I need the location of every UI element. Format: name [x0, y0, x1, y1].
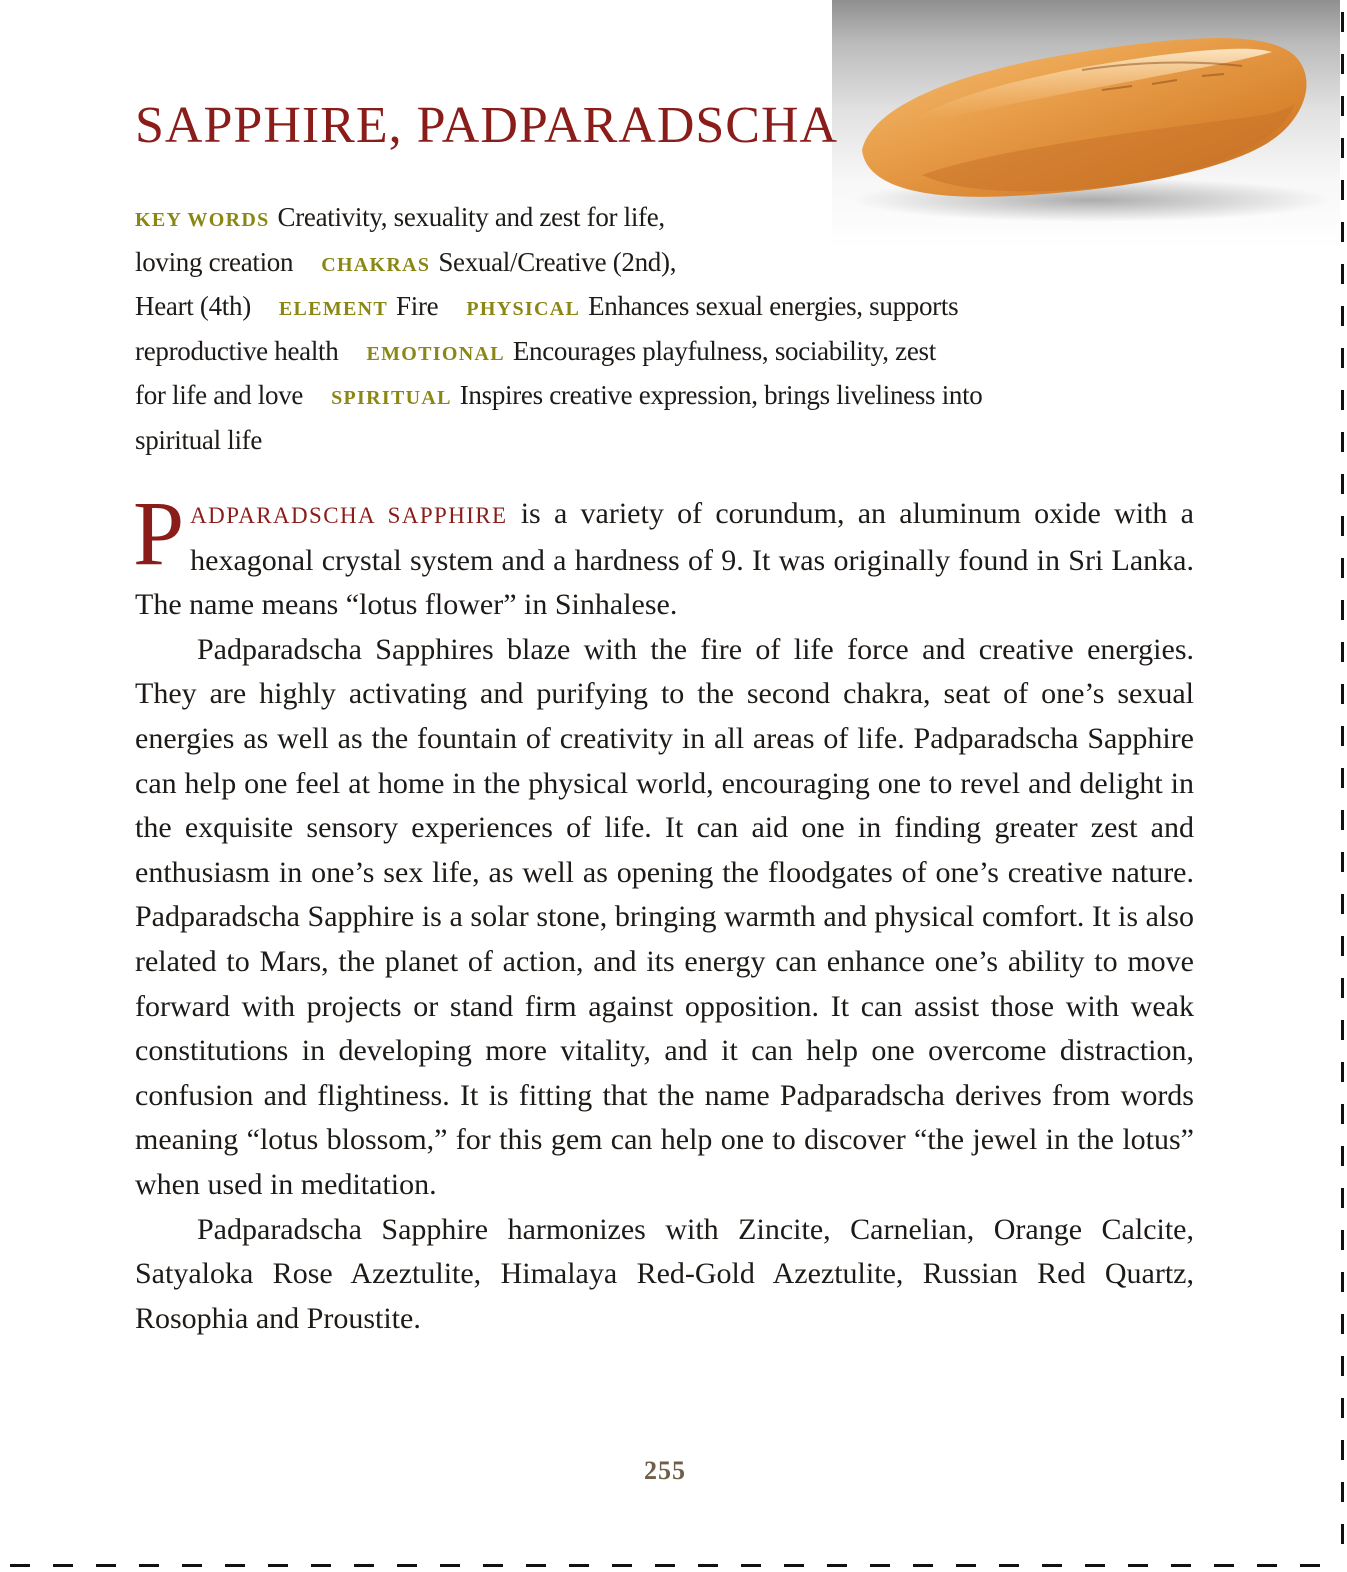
edge-tick — [1341, 1230, 1344, 1250]
edge-tick — [827, 1564, 847, 1567]
properties-line — [135, 286, 1165, 331]
edge-tick — [1341, 1356, 1344, 1376]
edge-tick — [999, 1564, 1019, 1567]
edge-tick — [612, 1564, 632, 1567]
edge-tick — [1341, 180, 1344, 200]
edge-tick — [139, 1564, 159, 1567]
paragraph-harmonizes: Padparadscha Sapphire harmonizes with Zincite, Carnelian, Orange Calcite, Satyaloka Rose Azeztulite, Himalaya Red-Gold Azeztulite, Russian Red Quartz, Rosophia and Proustite. — [135, 1212, 1194, 1335]
edge-tick — [1341, 1314, 1344, 1334]
properties-line — [135, 420, 1165, 462]
edge-tick — [569, 1564, 589, 1567]
edge-tick — [1341, 1524, 1344, 1544]
key-words-value: Creativity, sexuality and zest for life, — [277, 202, 665, 232]
edge-tick — [913, 1564, 933, 1567]
paragraph-intro — [133, 482, 1194, 628]
element-label: ELEMENT — [278, 298, 389, 320]
edge-tick — [268, 1564, 288, 1567]
edge-tick — [96, 1564, 116, 1567]
physical-label: PHYSICAL — [466, 298, 581, 320]
edge-tick — [870, 1564, 890, 1567]
edge-tick — [1341, 516, 1344, 536]
properties-line — [135, 375, 1165, 420]
edge-tick — [10, 1564, 30, 1567]
page-number: 255 — [644, 1456, 686, 1485]
edge-tick — [1341, 306, 1344, 326]
physical-value: reproductive health — [135, 335, 339, 366]
emotional-label: EMOTIONAL — [366, 342, 505, 365]
edge-tick — [1085, 1564, 1105, 1567]
drop-cap: P — [133, 482, 185, 584]
chakras-label: CHAKRAS — [321, 253, 431, 276]
edge-tick — [1341, 1062, 1344, 1082]
edge-tick — [1128, 1564, 1148, 1567]
key-words-label: KEY WORDS — [135, 209, 270, 231]
physical-value: Enhances sexual energies, supports — [588, 291, 959, 321]
spiritual-value: Inspires creative expression, brings liveliness into — [459, 380, 983, 410]
key-words-value: loving creation — [135, 246, 294, 277]
edge-tick — [956, 1564, 976, 1567]
edge-tick — [741, 1564, 761, 1567]
edge-tick — [655, 1564, 675, 1567]
page-title: SAPPHIRE, PADPARADSCHA — [135, 97, 839, 154]
edge-tick — [1341, 726, 1344, 746]
edge-tick — [1341, 1398, 1344, 1418]
properties-line — [135, 197, 1165, 242]
right-edge-marks — [1333, 0, 1347, 1572]
lead-in: ADPARADSCHA SAPPHIRE — [190, 503, 508, 528]
edge-tick — [1341, 936, 1344, 956]
edge-tick — [1341, 264, 1344, 284]
edge-tick — [1341, 138, 1344, 158]
edge-tick — [1341, 1104, 1344, 1124]
edge-tick — [1341, 642, 1344, 662]
edge-tick — [1341, 768, 1344, 788]
edge-tick — [1341, 558, 1344, 578]
emotional-value: for life and love — [135, 380, 304, 410]
edge-tick — [1341, 1188, 1344, 1208]
edge-tick — [397, 1564, 417, 1567]
edge-tick — [1341, 600, 1344, 620]
body-text — [133, 482, 1194, 1341]
paragraph-properties: Padparadscha Sapphires blaze with the fire of life force and creative energies. They are highly activating and purifying to the second chakra, seat of one’s sexual energies as well as the fountain of creativity in all areas of life. Padparadscha Sapphire can help one feel at home in the physical world, encouraging one to revel and delight in the exquisite sensory experiences of life. It can aid one in finding greater zest and enthusiasm in one’s sex life, as well as opening the floodgates of one’s creative nature. Padparadscha Sapphire is a solar stone, bringing warmth and physical comfort. It is also related to Mars, the planet of action, and its energy can enhance one’s ability to move forward with projects or stand firm against opposition. It can assist those with weak constitutions in developing more vitality, and it can help one overcome distraction, confusion and flightiness. It is fitting that the name Padparadscha derives from words meaning “lotus blossom,” for this gem can help one to discover “the jewel in the lotus” when used in meditation. — [135, 632, 1194, 1201]
edge-tick — [354, 1564, 374, 1567]
edge-tick — [1341, 474, 1344, 494]
edge-tick — [784, 1564, 804, 1567]
chakras-value: Sexual/Creative (2nd), — [438, 246, 677, 277]
paragraph-intro-text: is a variety of corundum, an aluminum oxide with a hexagonal crystal system and a hardness of 9. It was originally found in Sri Lanka. The name means “lotus flower” in Sinhalese. — [135, 497, 1194, 622]
element-value: Fire — [396, 291, 439, 321]
edge-tick — [1341, 1482, 1344, 1502]
bottom-edge-marks — [0, 1555, 1347, 1572]
edge-tick — [1341, 390, 1344, 410]
edge-tick — [1341, 1440, 1344, 1460]
edge-tick — [1341, 432, 1344, 452]
properties-block — [135, 197, 1165, 461]
edge-tick — [698, 1564, 718, 1567]
edge-tick — [1341, 54, 1344, 74]
edge-tick — [1341, 96, 1344, 116]
edge-tick — [1171, 1564, 1191, 1567]
edge-tick — [53, 1564, 73, 1567]
edge-tick — [1341, 978, 1344, 998]
edge-tick — [1042, 1564, 1062, 1567]
emotional-value: Encourages playfulness, sociability, zest — [512, 335, 936, 366]
properties-line — [135, 242, 1165, 287]
chakras-value: Heart (4th) — [135, 291, 251, 321]
edge-tick — [440, 1564, 460, 1567]
edge-tick — [1341, 348, 1344, 368]
edge-tick — [1214, 1564, 1234, 1567]
edge-tick — [1341, 1272, 1344, 1292]
edge-tick — [1341, 810, 1344, 830]
edge-tick — [1341, 1020, 1344, 1040]
spiritual-value: spiritual life — [135, 424, 263, 455]
edge-tick — [1341, 894, 1344, 914]
edge-tick — [1341, 684, 1344, 704]
edge-tick — [1257, 1564, 1277, 1567]
edge-tick — [1341, 852, 1344, 872]
edge-tick — [311, 1564, 331, 1567]
edge-tick — [526, 1564, 546, 1567]
edge-tick — [1341, 1146, 1344, 1166]
edge-tick — [1341, 222, 1344, 242]
edge-tick — [182, 1564, 202, 1567]
edge-tick — [483, 1564, 503, 1567]
edge-tick — [1300, 1564, 1320, 1567]
properties-line — [135, 331, 1165, 376]
spiritual-label: SPIRITUAL — [331, 387, 452, 409]
edge-tick — [225, 1564, 245, 1567]
edge-tick — [1341, 12, 1344, 32]
